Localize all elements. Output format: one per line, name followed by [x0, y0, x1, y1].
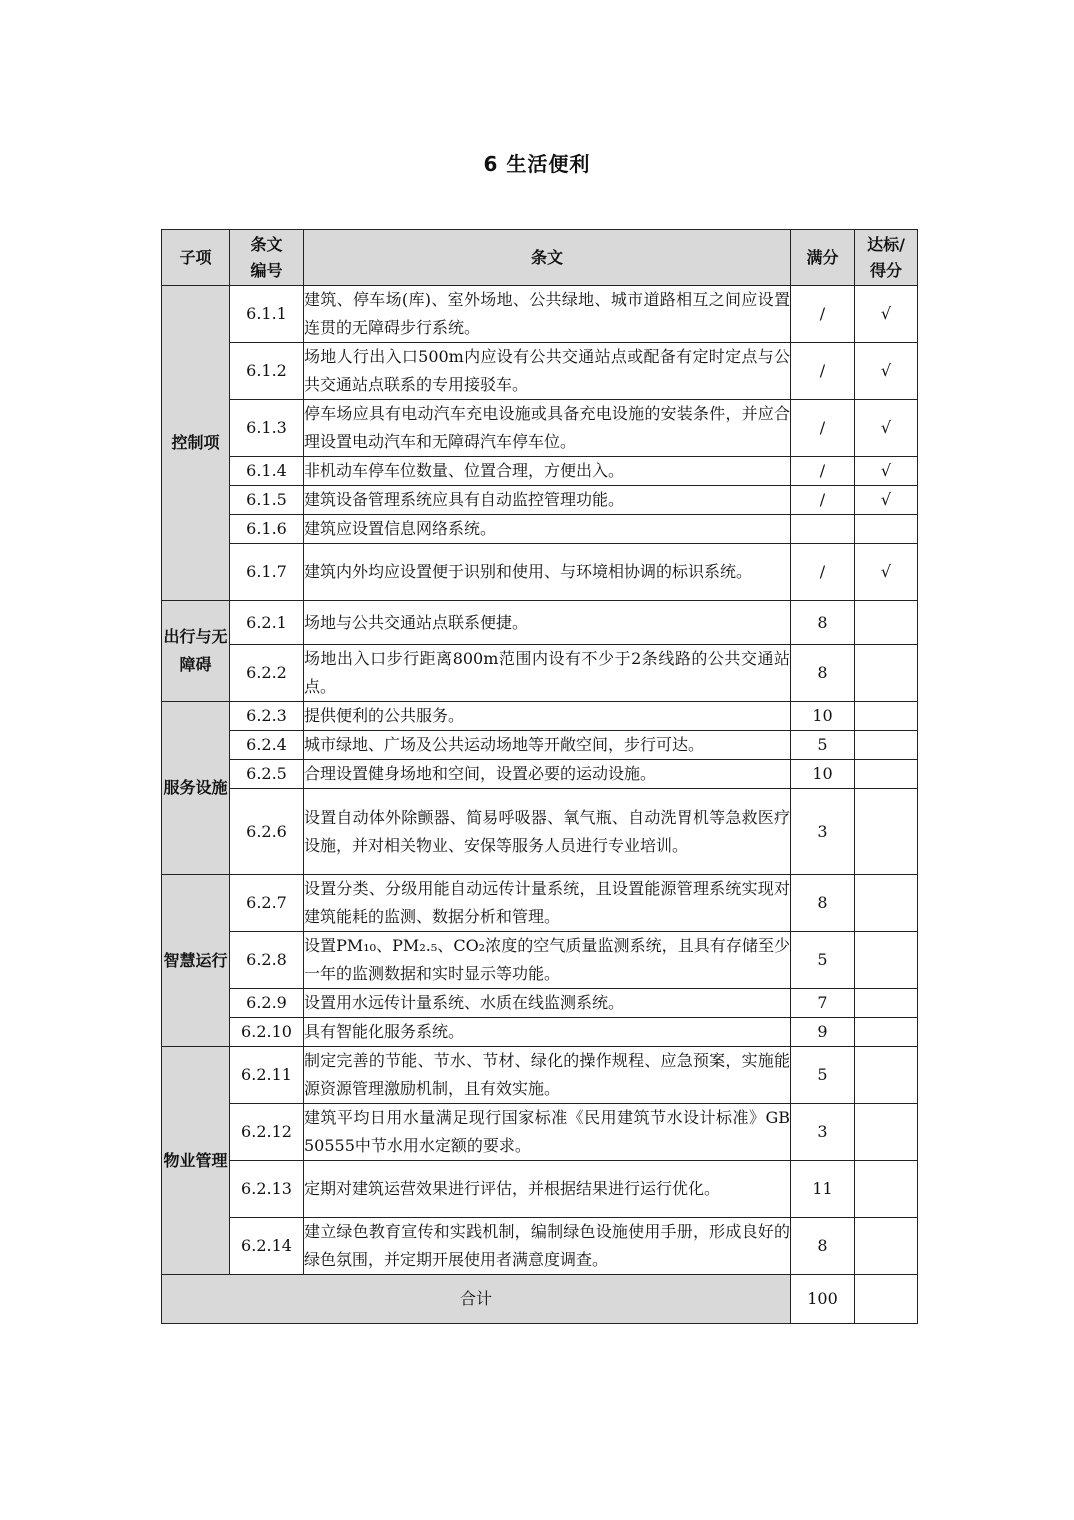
result-mark	[855, 731, 918, 760]
result-mark	[855, 875, 918, 932]
clause-text: 建筑应设置信息网络系统。	[304, 515, 791, 544]
table-row	[162, 989, 918, 1018]
result-mark: √	[855, 544, 918, 601]
full-score: 5	[791, 731, 855, 760]
clause-text: 定期对建筑运营效果进行评估，并根据结果进行运行优化。	[304, 1161, 791, 1218]
table-row	[162, 760, 918, 789]
result-mark	[855, 1104, 918, 1161]
header-text: 条文	[304, 230, 791, 286]
result-mark	[855, 515, 918, 544]
header-item: 子项	[162, 230, 230, 286]
clause-text: 非机动车停车位数量、位置合理，方便出入。	[304, 457, 791, 486]
scoring-table	[161, 229, 918, 1324]
clause-text: 场地出入口步行距离800m范围内设有不少于2条线路的公共交通站点。	[304, 645, 791, 702]
result-mark	[855, 1047, 918, 1104]
table-row	[162, 645, 918, 702]
clause-code: 6.2.7	[230, 875, 304, 932]
clause-code: 6.2.2	[230, 645, 304, 702]
table-row	[162, 457, 918, 486]
clause-text: 建筑、停车场(库)、室外场地、公共绿地、城市道路相互之间应设置连贯的无障碍步行系统。	[304, 286, 791, 343]
full-score: 5	[791, 1047, 855, 1104]
clause-code: 6.2.13	[230, 1161, 304, 1218]
full-score: /	[791, 544, 855, 601]
result-mark	[855, 760, 918, 789]
clause-text: 停车场应具有电动汽车充电设施或具备充电设施的安装条件，并应合理设置电动汽车和无障碍汽车停车位。	[304, 400, 791, 457]
clause-text: 设置自动体外除颤器、简易呼吸器、氧气瓶、自动洗胃机等急救医疗设施，并对相关物业、安保等服务人员进行专业培训。	[304, 789, 791, 875]
full-score: 9	[791, 1018, 855, 1047]
full-score: /	[791, 286, 855, 343]
clause-text: 设置分类、分级用能自动远传计量系统，且设置能源管理系统实现对建筑能耗的监测、数据分析和管理。	[304, 875, 791, 932]
total-row	[162, 1275, 918, 1324]
clause-code: 6.2.12	[230, 1104, 304, 1161]
clause-code: 6.2.1	[230, 601, 304, 645]
result-mark: √	[855, 286, 918, 343]
clause-text: 建筑内外均应设置便于识别和使用、与环境相协调的标识系统。	[304, 544, 791, 601]
full-score	[791, 515, 855, 544]
category-cell: 控制项	[162, 286, 230, 601]
header-code: 条文编号	[230, 230, 304, 286]
full-score: /	[791, 486, 855, 515]
result-mark	[855, 702, 918, 731]
full-score: /	[791, 343, 855, 400]
clause-code: 6.2.10	[230, 1018, 304, 1047]
full-score: 8	[791, 1218, 855, 1275]
table-header-row	[162, 230, 918, 286]
table-row	[162, 286, 918, 343]
clause-text: 建筑平均日用水量满足现行国家标准《民用建筑节水设计标准》GB 50555中节水用水定额的要求。	[304, 1104, 791, 1161]
total-full-score: 100	[791, 1275, 855, 1324]
result-mark	[855, 645, 918, 702]
table-row	[162, 1104, 918, 1161]
clause-text: 具有智能化服务系统。	[304, 1018, 791, 1047]
total-label: 合计	[162, 1275, 791, 1324]
full-score: 8	[791, 875, 855, 932]
category-cell: 智慧运行	[162, 875, 230, 1047]
clause-code: 6.2.8	[230, 932, 304, 989]
page-title: 6 生活便利	[483, 152, 591, 176]
clause-text: 设置用水远传计量系统、水质在线监测系统。	[304, 989, 791, 1018]
table-row	[162, 544, 918, 601]
category-cell: 物业管理	[162, 1047, 230, 1275]
table-row	[162, 343, 918, 400]
category-cell: 服务设施	[162, 702, 230, 875]
table-row	[162, 875, 918, 932]
full-score: 7	[791, 989, 855, 1018]
result-mark	[855, 932, 918, 989]
table-row	[162, 932, 918, 989]
full-score: 11	[791, 1161, 855, 1218]
result-mark: √	[855, 400, 918, 457]
full-score: /	[791, 400, 855, 457]
table-row	[162, 702, 918, 731]
clause-code: 6.1.2	[230, 343, 304, 400]
table-row	[162, 1161, 918, 1218]
clause-code: 6.1.7	[230, 544, 304, 601]
clause-code: 6.2.14	[230, 1218, 304, 1275]
full-score: 10	[791, 760, 855, 789]
clause-code: 6.2.3	[230, 702, 304, 731]
clause-code: 6.1.3	[230, 400, 304, 457]
table-row	[162, 601, 918, 645]
clause-text: 场地人行出入口500m内应设有公共交通站点或配备有定时定点与公共交通站点联系的专用接驳车。	[304, 343, 791, 400]
clause-text: 合理设置健身场地和空间，设置必要的运动设施。	[304, 760, 791, 789]
clause-code: 6.2.9	[230, 989, 304, 1018]
table-row	[162, 1047, 918, 1104]
full-score: 5	[791, 932, 855, 989]
clause-code: 6.2.5	[230, 760, 304, 789]
header-result: 达标/得分	[855, 230, 918, 286]
clause-text: 建立绿色教育宣传和实践机制，编制绿色设施使用手册，形成良好的绿色氛围，并定期开展使用者满意度调查。	[304, 1218, 791, 1275]
table-row	[162, 1018, 918, 1047]
result-mark	[855, 601, 918, 645]
result-mark: √	[855, 343, 918, 400]
clause-text: 城市绿地、广场及公共运动场地等开敞空间，步行可达。	[304, 731, 791, 760]
clause-code: 6.2.4	[230, 731, 304, 760]
clause-text: 建筑设备管理系统应具有自动监控管理功能。	[304, 486, 791, 515]
table-row	[162, 731, 918, 760]
result-mark	[855, 989, 918, 1018]
clause-code: 6.1.4	[230, 457, 304, 486]
total-result	[855, 1275, 918, 1324]
clause-code: 6.1.5	[230, 486, 304, 515]
result-mark	[855, 1218, 918, 1275]
result-mark	[855, 1161, 918, 1218]
table-row	[162, 515, 918, 544]
clause-code: 6.2.11	[230, 1047, 304, 1104]
full-score: 3	[791, 789, 855, 875]
table-row	[162, 789, 918, 875]
table-row	[162, 486, 918, 515]
category-cell: 出行与无障碍	[162, 601, 230, 702]
full-score: 10	[791, 702, 855, 731]
full-score: 8	[791, 601, 855, 645]
clause-text: 设置PM₁₀、PM₂.₅、CO₂浓度的空气质量监测系统，且具有存储至少一年的监测数据和实时显示等功能。	[304, 932, 791, 989]
result-mark	[855, 1018, 918, 1047]
clause-text: 提供便利的公共服务。	[304, 702, 791, 731]
clause-code: 6.2.6	[230, 789, 304, 875]
header-full: 满分	[791, 230, 855, 286]
full-score: 3	[791, 1104, 855, 1161]
clause-text: 场地与公共交通站点联系便捷。	[304, 601, 791, 645]
clause-code: 6.1.1	[230, 286, 304, 343]
result-mark	[855, 789, 918, 875]
clause-code: 6.1.6	[230, 515, 304, 544]
result-mark: √	[855, 486, 918, 515]
full-score: 8	[791, 645, 855, 702]
table-row	[162, 400, 918, 457]
full-score: /	[791, 457, 855, 486]
table-row	[162, 1218, 918, 1275]
result-mark: √	[855, 457, 918, 486]
clause-text: 制定完善的节能、节水、节材、绿化的操作规程、应急预案，实施能源资源管理激励机制，且有效实施。	[304, 1047, 791, 1104]
